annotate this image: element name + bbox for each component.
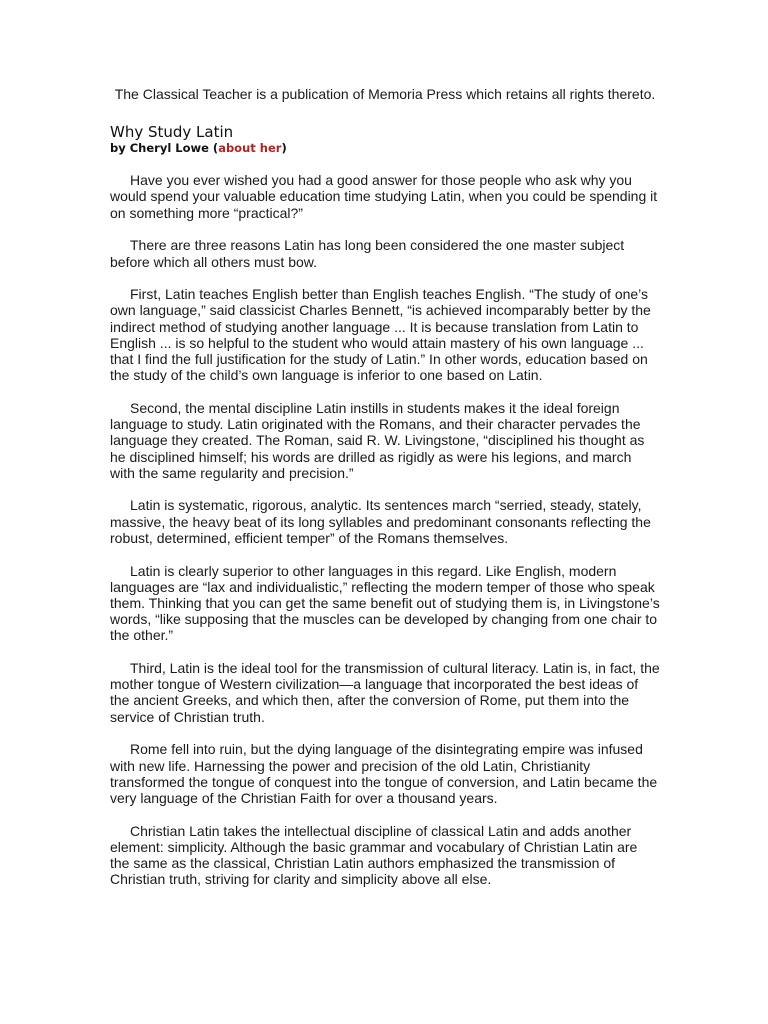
- article-paragraph: Christian Latin takes the intellectual discipline of classical Latin and adds another element: simplicity. Although the basic grammar and vocabulary of Christian Latin are the same as the classical, Christian Latin authors emphasized the transmission of Christian truth, striving for clarity and simplicity above all else.: [110, 822, 638, 888]
- byline-prefix: by Cheryl Lowe (: [110, 141, 219, 156]
- article-paragraph: Rome fell into ruin, but the dying language of the disintegrating empire was infused with new life. Harnessing the power and precision of the old Latin, Christianity transformed the tongue of conquest into the tongue of conversion, and Latin became the very language of the Christian Faith for over a thousand years.: [110, 741, 658, 806]
- article-byline: [110, 141, 660, 156]
- byline-suffix: ): [281, 141, 287, 156]
- article-paragraph: Have you ever wished you had a good answer for those people who ask why you would spend your valuable education time studying Latin, when you could be spending it on something more “practical?”: [110, 172, 658, 221]
- article-paragraph: Latin is clearly superior to other languages in this regard. Like English, modern languages are “lax and individualistic,” reflecting the modern temper of those who speak them. Thinking that you can get the same benefit out of studying them is, in Livingstone’s words, “like supposing that the muscles can be developed by changing from one chair to the other.”: [110, 562, 660, 644]
- article-title: Why Study Latin: [110, 123, 234, 142]
- document-page: [110, 86, 660, 904]
- article-paragraph: There are three reasons Latin has long been considered the one master subject before which all others must bow.: [110, 237, 625, 270]
- article-paragraph: Second, the mental discipline Latin instills in students makes it the ideal foreign language to study. Latin originated with the Romans, and their character pervades the language they created. The Roman, said R. W. Livingstone, “disciplined his thought as he disciplined himself; his words are drilled as rigidly as were his legions, and march with the same regularity and precision.”: [110, 399, 645, 481]
- article-paragraph: First, Latin teaches English better than English teaches English. “The study of one’s own language,” said classicist Charles Bennett, “is achieved incomparably better by the indirect method of studying another language ... It is because translation from Latin to English ... is so helpful to the student who would attain mastery of his own language ... that I find the full justification for the study of Latin.” In other words, education based on the study of the child’s own language is inferior to one based on Latin.: [110, 286, 651, 384]
- about-author-link[interactable]: about her: [218, 141, 282, 156]
- article-paragraph: Third, Latin is the ideal tool for the transmission of cultural literacy. Latin is, in fact, the mother tongue of Western civilization—a language that incorporated the best ideas of the ancient Greeks, and which then, after the conversion of Rome, put them into the service of Christian truth.: [110, 660, 660, 725]
- article-paragraph: Latin is systematic, rigorous, analytic. Its sentences march “serried, steady, stately, massive, the heavy beat of its long syllables and predominant consonants reflecting the robust, determined, efficient temper” of the Romans themselves.: [110, 497, 651, 546]
- publication-notice: The Classical Teacher is a publication of Memoria Press which retains all rights thereto.: [114, 86, 656, 102]
